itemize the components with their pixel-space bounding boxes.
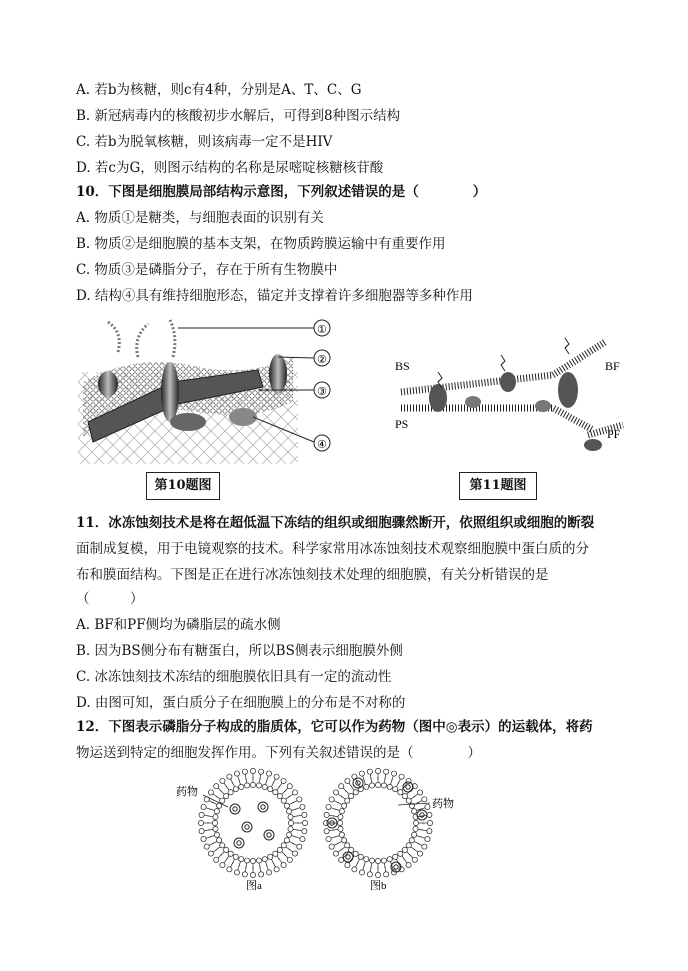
q11-option-a: A. BF和PF侧均为磷脂层的疏水侧 bbox=[76, 617, 281, 633]
q10-label-3: ③ bbox=[317, 386, 327, 398]
q12-stem-line-2: 物运送到特定的细胞发挥作用。下列有关叙述错误的是（ ） bbox=[76, 745, 481, 761]
q12-fig-a-caption: 图a bbox=[246, 880, 262, 892]
q12-fig-a-drug-label: 药物 bbox=[176, 786, 198, 798]
q11-option-c: C. 冰冻蚀刻技术冻结的细胞膜依旧具有一定的流动性 bbox=[76, 669, 392, 685]
q12-fig-b-caption: 图b bbox=[370, 880, 387, 892]
q11-figure-caption: 第11题图 bbox=[459, 472, 537, 500]
q9-option-b: B. 新冠病毒内的核酸初步水解后，可得到8种图示结构 bbox=[76, 108, 401, 124]
q10-membrane-figure bbox=[78, 312, 343, 464]
q10-label-1: ① bbox=[317, 324, 327, 336]
q11-option-d: D. 由图可知，蛋白质分子在细胞膜上的分布是不对称的 bbox=[76, 695, 406, 711]
q9-option-d: D. 若c为G，则图示结构的名称是尿嘧啶核糖核苷酸 bbox=[76, 160, 384, 176]
q12-liposome-figure bbox=[168, 765, 468, 895]
q10-option-c: C. 物质③是磷脂分子，存在于所有生物膜中 bbox=[76, 262, 338, 278]
q10-option-b: B. 物质②是细胞膜的基本支架，在物质跨膜运输中有重要作用 bbox=[76, 236, 446, 252]
liposome-b bbox=[323, 768, 432, 877]
q12-fig-b-drug-label: 药物 bbox=[432, 798, 454, 810]
liposome-a bbox=[198, 768, 307, 877]
q11-label-bf: BF bbox=[605, 359, 620, 373]
q11-stem-line-1: 11．冰冻蚀刻技术是将在超低温下冻结的组织或细胞骤然断开，依照组织或细胞的断裂 bbox=[76, 515, 595, 531]
q11-label-ps: PS bbox=[395, 417, 409, 431]
q10-label-4: ④ bbox=[317, 439, 327, 451]
q11-stem-line-3: 布和膜面结构。下图是正在进行冰冻蚀刻技术处理的细胞膜，有关分析错误的是 bbox=[76, 567, 549, 583]
q10-label-2: ② bbox=[317, 354, 327, 366]
q11-label-bs: BS bbox=[395, 359, 410, 373]
q10-figure-caption: 第10题图 bbox=[146, 472, 220, 500]
q11-option-b: B. 因为BS侧分布有糖蛋白，所以BS侧表示细胞膜外侧 bbox=[76, 643, 403, 659]
q9-option-c: C. 若b为脱氧核糖，则该病毒一定不是HIV bbox=[76, 134, 333, 150]
q11-stem-line-2: 面制成复模，用于电镜观察的技术。科学家常用冰冻蚀刻技术观察细胞膜中蛋白质的分 bbox=[76, 541, 589, 557]
q10-option-d: D. 结构④具有维持细胞形态，锚定并支撑着许多细胞器等多种作用 bbox=[76, 288, 473, 304]
q10-stem: 10．下图是细胞膜局部结构示意图，下列叙述错误的是（ ） bbox=[76, 184, 487, 200]
q12-stem-line-1: 12．下图表示磷脂分子构成的脂质体，它可以作为药物（图中◎表示）的运载体，将药 bbox=[76, 719, 593, 735]
q9-option-a: A. 若b为核糖，则c有4种，分别是A、T、C、G bbox=[76, 82, 362, 98]
q11-stem-line-4: （ ） bbox=[76, 591, 144, 607]
q11-label-pf: PF bbox=[607, 427, 621, 441]
q11-freeze-fracture-figure bbox=[393, 330, 633, 460]
q10-option-a: A. 物质①是糖类，与细胞表面的识别有关 bbox=[76, 210, 324, 226]
